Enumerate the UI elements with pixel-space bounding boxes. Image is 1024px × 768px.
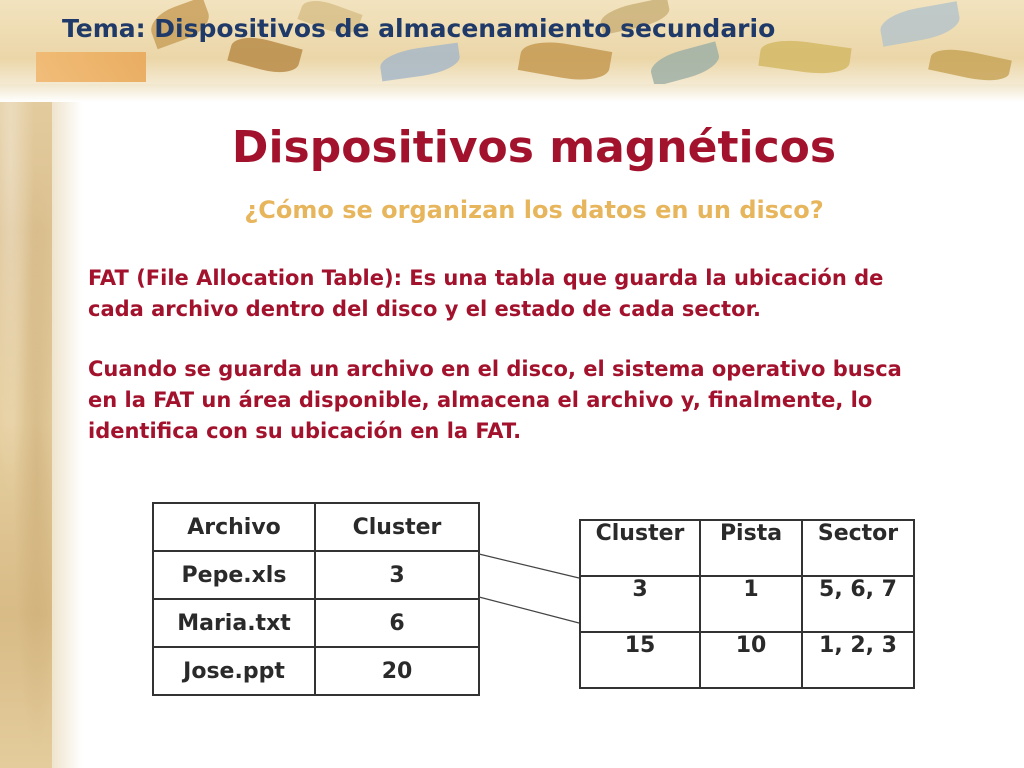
- paragraph-line: Cuando se guarda un archivo en el disco, el sistema operativo busca: [88, 357, 902, 381]
- table-cell: 6: [315, 599, 479, 647]
- slide-subtitle: ¿Cómo se organizan los datos en un disco?: [244, 196, 824, 224]
- table-header-row: [153, 503, 479, 551]
- table-header-row: [580, 520, 914, 576]
- table-cell: 3: [315, 551, 479, 599]
- table-cell: 20: [315, 647, 479, 695]
- table-cell: 15: [580, 632, 700, 688]
- table-row: [153, 551, 479, 599]
- paragraph-line: identifica con su ubicación en la FAT.: [88, 419, 522, 443]
- leaf-decoration-icon: [648, 41, 723, 86]
- topic-header: Tema: Dispositivos de almacenamiento secundario: [62, 14, 776, 43]
- table-row: [580, 576, 914, 632]
- parchment-strip: [0, 0, 52, 768]
- table-cell: 5, 6, 7: [802, 576, 914, 632]
- parchment-fade: [52, 80, 82, 768]
- table-cell: Pepe.xls: [153, 551, 315, 599]
- paragraph-line: en la FAT un área disponible, almacena el archivo y, finalmente, lo: [88, 388, 873, 412]
- table-cell: Maria.txt: [153, 599, 315, 647]
- leaf-decoration-icon: [518, 36, 613, 85]
- banner-fade: [0, 84, 1024, 102]
- table-row: [153, 647, 479, 695]
- table-cell: 10: [700, 632, 802, 688]
- column-header: Sector: [802, 520, 914, 576]
- connector-line: [479, 597, 579, 623]
- table-row: [580, 632, 914, 688]
- table-cell: 1, 2, 3: [802, 632, 914, 688]
- table-cell: 1: [700, 576, 802, 632]
- leaf-decoration-icon: [878, 1, 962, 46]
- file-table: [152, 502, 480, 696]
- fat-definition-paragraph: [88, 263, 883, 325]
- cluster-table: [579, 519, 915, 689]
- table-cell: Jose.ppt: [153, 647, 315, 695]
- slide-title: Dispositivos magnéticos: [231, 122, 837, 173]
- paragraph-line: cada archivo dentro del disco y el estado de cada sector.: [88, 297, 761, 321]
- save-process-paragraph: [88, 354, 902, 447]
- table-row: [153, 599, 479, 647]
- column-header: Pista: [700, 520, 802, 576]
- leaf-decoration-icon: [378, 43, 461, 82]
- paragraph-line: FAT (File Allocation Table): Es una tabla que guarda la ubicación de: [88, 266, 884, 290]
- leaf-decoration-icon: [928, 44, 1012, 86]
- column-header: Cluster: [315, 503, 479, 551]
- column-header: Archivo: [153, 503, 315, 551]
- table-cell: 3: [580, 576, 700, 632]
- connector-line: [479, 554, 579, 578]
- accent-bar: [36, 52, 146, 82]
- column-header: Cluster: [580, 520, 700, 576]
